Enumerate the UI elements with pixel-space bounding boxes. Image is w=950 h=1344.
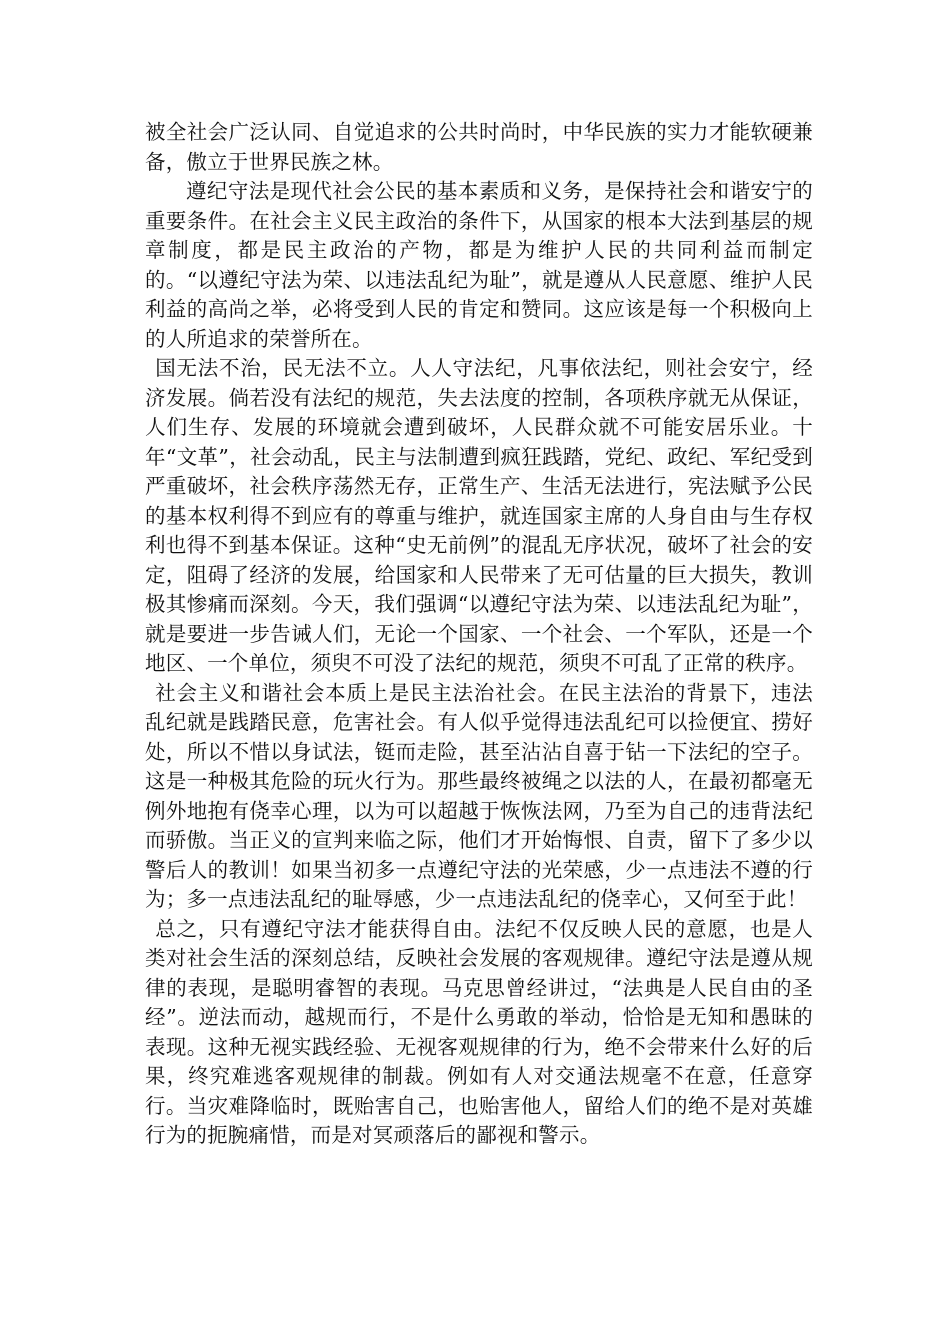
paragraph-2: 遵纪守法是现代社会公民的基本素质和义务，是保持社会和谐安宁的重要条件。在社会主义民主政治的条件下，从国家的根本大法到基层的规章制度，都是民主政治的产物，都是为维护人民的共同利益而制定的。“以遵纪守法为荣、以违法乱纪为耻”，就是遵从人民意愿、维护人民利益的高尚之举，必将受到人民的肯定和赞同。这应该是每一个积极向上的人所追求的荣誉所在。	[145, 179, 813, 351]
document-body	[145, 118, 813, 1151]
paragraph-4: 社会主义和谐社会本质上是民主法治社会。在民主法治的背景下，违法乱纪就是践踏民意，危害社会。有人似乎觉得违法乱纪可以捡便宜、捞好处，所以不惜以身试法，铤而走险，甚至沾沾自喜于钻一下法纪的空子。这是一种极其危险的玩火行为。那些最终被绳之以法的人，在最初都毫无例外地抱有侥幸心理，以为可以超越于恢恢法网，乃至为自己的违背法纪而骄傲。当正义的宣判来临之际，他们才开始悔恨、自责，留下了多少以警后人的教训！如果当初多一点遵纪守法的光荣感，少一点违法不遵的行为；多一点违法乱纪的耻辱感，少一点违法乱纪的侥幸心，又何至于此！	[145, 680, 813, 911]
paragraph-1: 被全社会广泛认同、自觉追求的公共时尚时，中华民族的实力才能软硬兼备，傲立于世界民族之林。	[145, 120, 813, 174]
paragraph-3: 国无法不治，民无法不立。人人守法纪，凡事依法纪，则社会安宁，经济发展。倘若没有法纪的规范，失去法度的控制，各项秩序就无从保证，人们生存、发展的环境就会遭到破坏，人民群众就不可能安居乐业。十年“文革”，社会动乱，民主与法制遭到疯狂践踏，党纪、政纪、军纪受到严重破坏，社会秩序荡然无存，正常生产、生活无法进行，宪法赋予公民的基本权利得不到应有的尊重与维护，就连国家主席的人身自由与生存权利也得不到基本保证。这种“史无前例”的混乱无序状况，破坏了社会的安定，阻碍了经济的发展，给国家和人民带来了无可估量的巨大损失，教训极其惨痛而深刻。今天，我们强调“以遵纪守法为荣、以违法乱纪为耻”，就是要进一步告诫人们，无论一个国家、一个社会、一个军队，还是一个地区、一个单位，须臾不可没了法纪的规范，须臾不可乱了正常的秩序。	[145, 356, 813, 675]
paragraph-5: 总之，只有遵纪守法才能获得自由。法纪不仅反映人民的意愿，也是人类对社会生活的深刻总结，反映社会发展的客观规律。遵纪守法是遵从规律的表现，是聪明睿智的表现。马克思曾经讲过，“法典是人民自由的圣经”。逆法而动，越规而行，不是什么勇敢的举动，恰恰是无知和愚昧的表现。这种无视实践经验、无视客观规律的行为，绝不会带来什么好的后果，终究难逃客观规律的制裁。例如有人对交通法规毫不在意，任意穿行。当灾难降临时，既贻害自己，也贻害他人，留给人们的绝不是对英雄行为的扼腕痛惜，而是对冥顽落后的鄙视和警示。	[145, 916, 813, 1147]
